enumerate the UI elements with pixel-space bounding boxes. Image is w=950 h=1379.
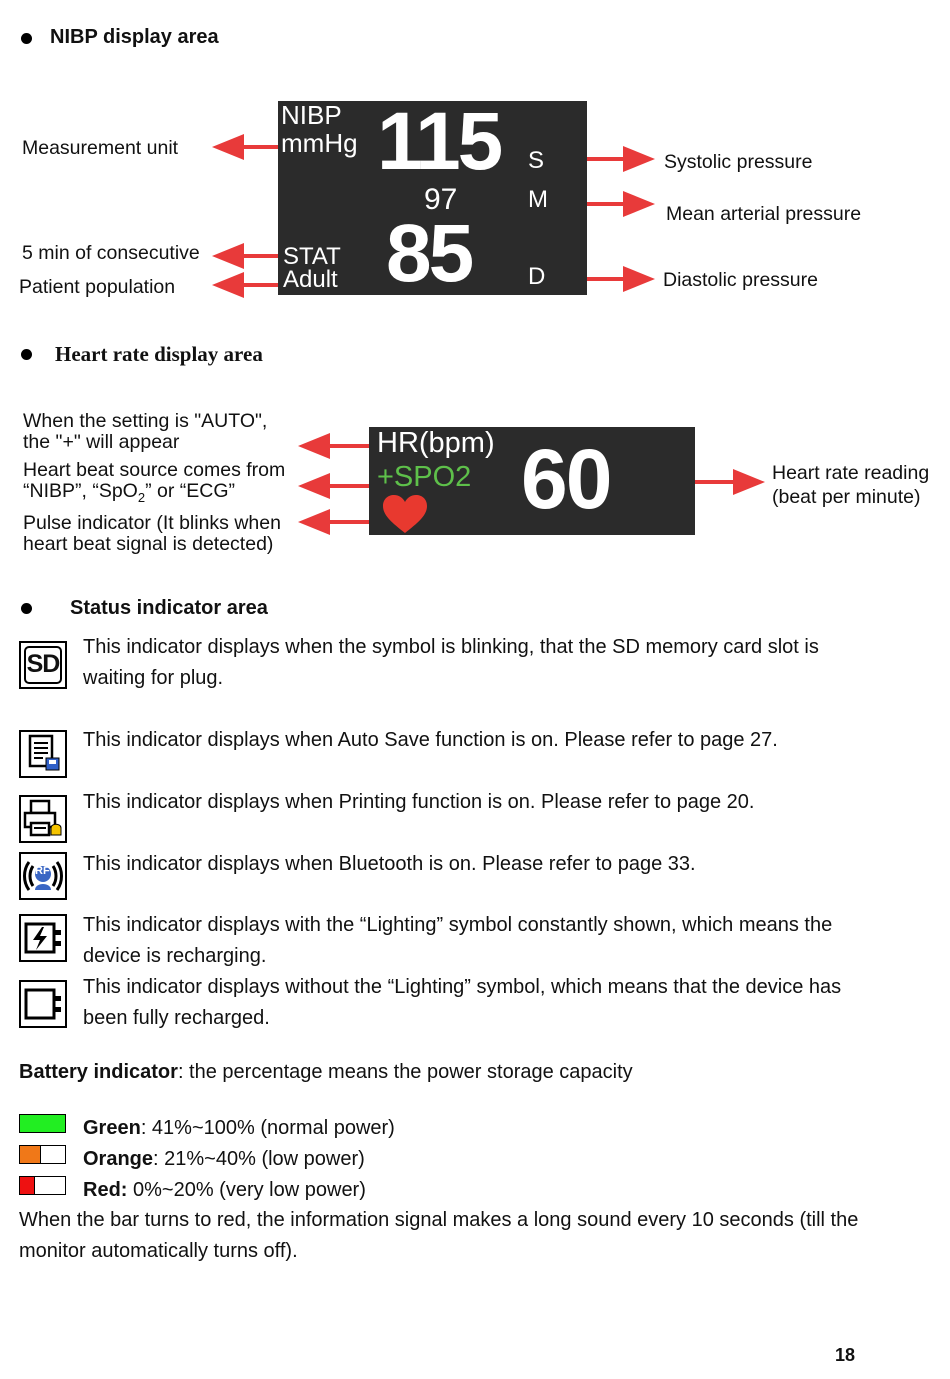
section-heading-hr: Heart rate display area: [55, 342, 263, 366]
label-mean: Mean arterial pressure: [666, 203, 862, 225]
nibp-title: NIBP: [281, 100, 342, 130]
battery-level-orange: Orange: 21%~40% (low power): [83, 1148, 365, 1170]
label-source-line2: “NIBP”, “SpO$_2$” or “ECG”: [23, 480, 236, 505]
battery-note: When the bar turns to red, the information signal makes a long sound every 10 seconds (till the monitor automatically turns off).: [19, 1209, 859, 1262]
label-hr-reading-line1: Heart rate reading: [772, 462, 930, 484]
label-measurement-unit: Measurement unit: [22, 137, 179, 159]
nibp-unit: mmHg: [281, 128, 358, 158]
mode-stat: STAT: [283, 243, 341, 270]
diastolic-letter: D: [528, 263, 546, 290]
auto-save-icon: [19, 730, 67, 778]
printer-icon: [19, 795, 67, 843]
arrow-patient-population: [212, 272, 284, 298]
diastolic-value: 85: [386, 208, 472, 299]
status-text-bluetooth: This indicator displays when Bluetooth is on. Please refer to page 33.: [83, 853, 696, 875]
label-systolic: Systolic pressure: [664, 151, 813, 173]
hr-source: +SPO2: [377, 461, 472, 493]
label-auto-line1: When the setting is "AUTO",: [23, 410, 268, 432]
status-text-printer: This indicator displays when Printing function is on. Please refer to page 20.: [83, 791, 755, 813]
mean-letter: M: [528, 186, 548, 213]
battery-icon-green: [19, 1114, 66, 1133]
label-source-line1: Heart beat source comes from: [23, 459, 286, 481]
arrow-measurement-unit: [212, 134, 284, 160]
hr-title: HR(bpm): [377, 427, 495, 459]
arrow-pulse: [298, 509, 374, 535]
hr-value: 60: [521, 432, 611, 526]
bluetooth-rf-icon: RF: [19, 852, 67, 900]
label-patient-population: Patient population: [19, 276, 176, 298]
label-hr-reading-line2: (beat per minute): [772, 486, 921, 508]
arrow-consecutive: [212, 243, 284, 269]
bullet: [21, 603, 32, 614]
arrow-auto: [298, 433, 374, 459]
arrow-source: [298, 473, 374, 499]
label-diastolic: Diastolic pressure: [663, 269, 818, 291]
hr-panel: [369, 427, 695, 535]
battery-level-red: Red: 0%~20% (very low power): [83, 1179, 366, 1201]
systolic-letter: S: [528, 147, 545, 174]
label-pulse-line1: Pulse indicator (It blinks when: [23, 512, 281, 534]
charged-icon: [19, 980, 67, 1028]
label-consecutive: 5 min of consecutive: [22, 242, 200, 264]
battery-level-green: Green: 41%~100% (normal power): [83, 1117, 395, 1139]
battery-heading: Battery indicator: the percentage means the power storage capacity: [19, 1061, 633, 1083]
population-adult: Adult: [283, 266, 338, 293]
battery-fill: [20, 1146, 41, 1163]
bullet: [21, 349, 32, 360]
section-heading-status: Status indicator area: [70, 597, 268, 619]
battery-fill: [20, 1115, 65, 1132]
page-number: 18: [835, 1345, 856, 1365]
section-heading-nibp: NIBP display area: [50, 26, 219, 48]
status-text-auto-save: This indicator displays when Auto Save function is on. Please refer to page 27.: [83, 729, 778, 751]
label-auto-line2: the "+" will appear: [23, 431, 180, 453]
sd-card-icon: SD: [19, 641, 67, 689]
status-text-sd: This indicator displays when the symbol is blinking, that the SD memory card slot is waiting for plug.: [83, 636, 819, 689]
label-pulse-line2: heart beat signal is detected): [23, 533, 274, 555]
battery-icon-orange: [19, 1145, 66, 1164]
systolic-value: 115: [377, 96, 501, 187]
battery-icon-red: [19, 1176, 66, 1195]
heart-icon: [381, 493, 429, 535]
battery-fill: [20, 1177, 35, 1194]
status-text-charging: This indicator displays with the “Lighting” symbol constantly shown, which means the device is recharging.: [83, 914, 833, 967]
nibp-panel: [278, 96, 587, 299]
status-text-charged: This indicator displays without the “Lighting” symbol, which means that the device has been fully recharged.: [83, 976, 842, 1029]
bullet: [21, 33, 32, 44]
mean-value: 97: [424, 183, 458, 216]
charging-icon: [19, 914, 67, 962]
